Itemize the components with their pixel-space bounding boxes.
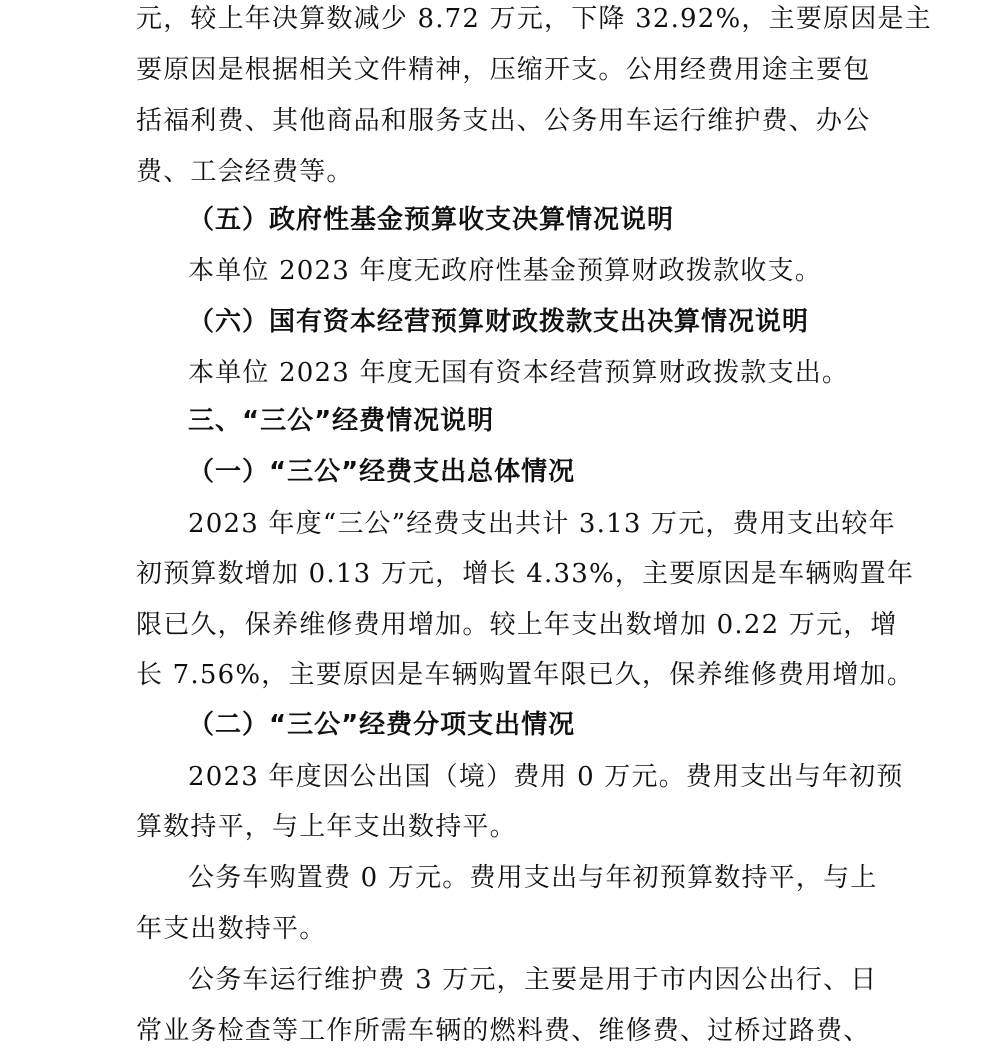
subsection-heading-1: （一）“三公”经费支出总体情况 [188,457,576,487]
paragraph-line: 本单位 2023 年度无政府性基金预算财政拨款收支。 [188,256,822,286]
section-heading-5: （五）政府性基金预算收支决算情况说明 [188,205,675,235]
paragraph-line: 2023 年度因公出国（境）费用 0 万元。费用支出与年初预 [188,762,904,792]
paragraph-line: 算数持平，与上年支出数持平。 [136,812,517,842]
paragraph-line: 要原因是根据相关文件精神，压缩开支。公用经费用途主要包 [136,55,871,85]
paragraph-line: 初预算数增加 0.13 万元，增长 4.33%，主要原因是车辆购置年 [136,559,915,589]
subsection-heading-2: （二）“三公”经费分项支出情况 [188,710,576,740]
paragraph-line: 括福利费、其他商品和服务支出、公务用车运行维护费、办公 [136,106,871,136]
paragraph-line: 元，较上年决算数减少 8.72 万元，下降 32.92%，主要原因是主 [136,4,932,34]
paragraph-line: 长 7.56%，主要原因是车辆购置年限已久，保养维修费用增加。 [136,660,915,690]
paragraph-line: 常业务检查等工作所需车辆的燃料费、维修费、过桥过路费、 [136,1016,871,1046]
paragraph-line: 公务车购置费 0 万元。费用支出与年初预算数持平，与上 [188,863,878,893]
paragraph-line: 2023 年度“三公”经费支出共计 3.13 万元，费用支出较年 [188,509,896,539]
paragraph-line: 本单位 2023 年度无国有资本经营预算财政拨款支出。 [188,358,850,388]
paragraph-line: 公务车运行维护费 3 万元，主要是用于市内因公出行、日 [188,965,878,995]
paragraph-line: 费、工会经费等。 [136,157,354,187]
section-heading-three-public: 三、“三公”经费情况说明 [188,406,495,436]
section-heading-6: （六）国有资本经营预算财政拨款支出决算情况说明 [188,307,810,337]
paragraph-line: 限已久，保养维修费用增加。较上年支出数增加 0.22 万元，增 [136,610,898,640]
paragraph-line: 年支出数持平。 [136,914,327,944]
